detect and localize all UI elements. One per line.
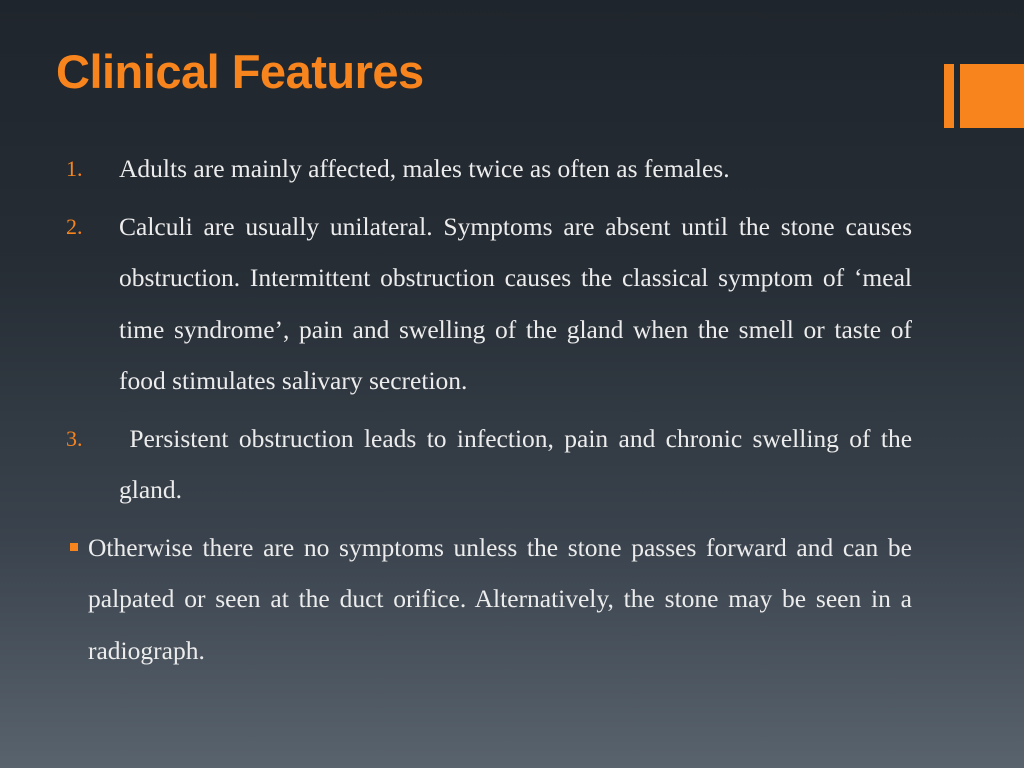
item-number: 1. (66, 156, 83, 181)
numbered-item-3 (66, 413, 919, 516)
bullet-item (66, 522, 912, 677)
slide-title: Clinical Features (56, 45, 424, 98)
item-text: Calculi are usually unilateral. Symptoms are absent until the stone causes obstruction. Intermittent obstruction causes the classical symptom of ‘meal time syndrome’, pain and swelling of the gland when the smell or taste of food stimulates salivary secretion. (119, 211, 912, 395)
numbered-item-2 (66, 201, 912, 407)
square-bullet-icon (66, 522, 88, 574)
item-text: Adults are mainly affected, males twice as often as females. (119, 154, 730, 183)
accent-bars-decoration (944, 64, 1024, 128)
numbered-item-1 (66, 143, 912, 195)
accent-bar-thin (944, 64, 954, 128)
item-text: Otherwise there are no symptoms unless the stone passes forward and can be palpated or seen at the duct orifice. Alternatively, the stone may be seen in a radiograph. (88, 532, 912, 665)
item-number: 2. (66, 213, 83, 239)
item-number: 3. (66, 425, 83, 451)
accent-bar-thick (960, 64, 1024, 128)
slide-content (66, 143, 919, 682)
item-text: Persistent obstruction leads to infection, pain and chronic swelling of the gland. (119, 423, 919, 504)
